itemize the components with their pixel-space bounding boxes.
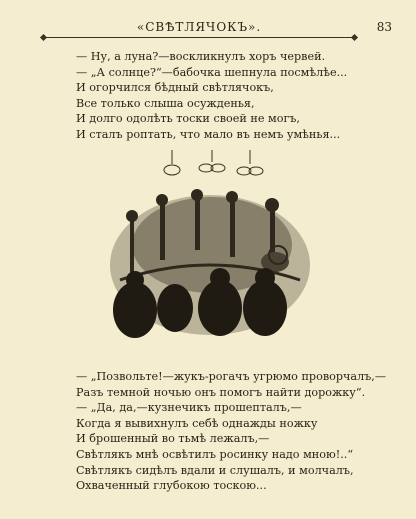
- verse-line: Свѣтлякъ мнѣ освѣтилъ росинку надо мною!..“: [76, 447, 354, 461]
- verse-line: — Ну, а луна?—воскликнулъ хоръ червей.: [76, 50, 326, 63]
- verse-stanza-bottom: [76, 369, 387, 494]
- verse-line: И долго одолѣть тоски своей не могъ,: [76, 112, 300, 126]
- header-rule: [44, 37, 354, 38]
- verse-line: Свѣтлякъ сидѣлъ вдали и слушалъ, и молчалъ,: [76, 463, 354, 477]
- verse-line: Разъ темной ночью онъ помогъ найти дорожку“.: [76, 385, 366, 399]
- verse-line: — „Позвольте!—жукъ-рогачъ угрюмо проворчалъ,—: [76, 370, 387, 383]
- verse-line: Охваченный глубокою тоскою...: [76, 479, 267, 493]
- verse-line: И брошенный во тьмѣ лежалъ,—: [76, 432, 270, 446]
- running-header: [44, 20, 392, 40]
- hanging-lanterns: [164, 150, 263, 175]
- header-title: «СВѢТЛЯЧОКЪ».: [136, 20, 262, 34]
- verse-stanza-top: [76, 49, 376, 143]
- verse-line: — „Да, да,—кузнечикъ прошепталъ,—: [76, 401, 302, 415]
- verse-line: И сталъ роптать, что мало въ немъ умѣнья...: [76, 127, 341, 141]
- verse-line: Когда я вывихнулъ себѣ однажды ножку: [76, 416, 318, 430]
- engraving-illustration-insect-orchestra: [100, 150, 320, 350]
- verse-line: — „А солнце?“—бабочка шепнула посмѣлѣе...: [76, 65, 348, 79]
- page-number: 83: [376, 20, 392, 34]
- verse-line: И огорчился бѣдный свѣтлячокъ,: [76, 81, 274, 95]
- verse-line: Все только слыша осужденья,: [76, 96, 255, 110]
